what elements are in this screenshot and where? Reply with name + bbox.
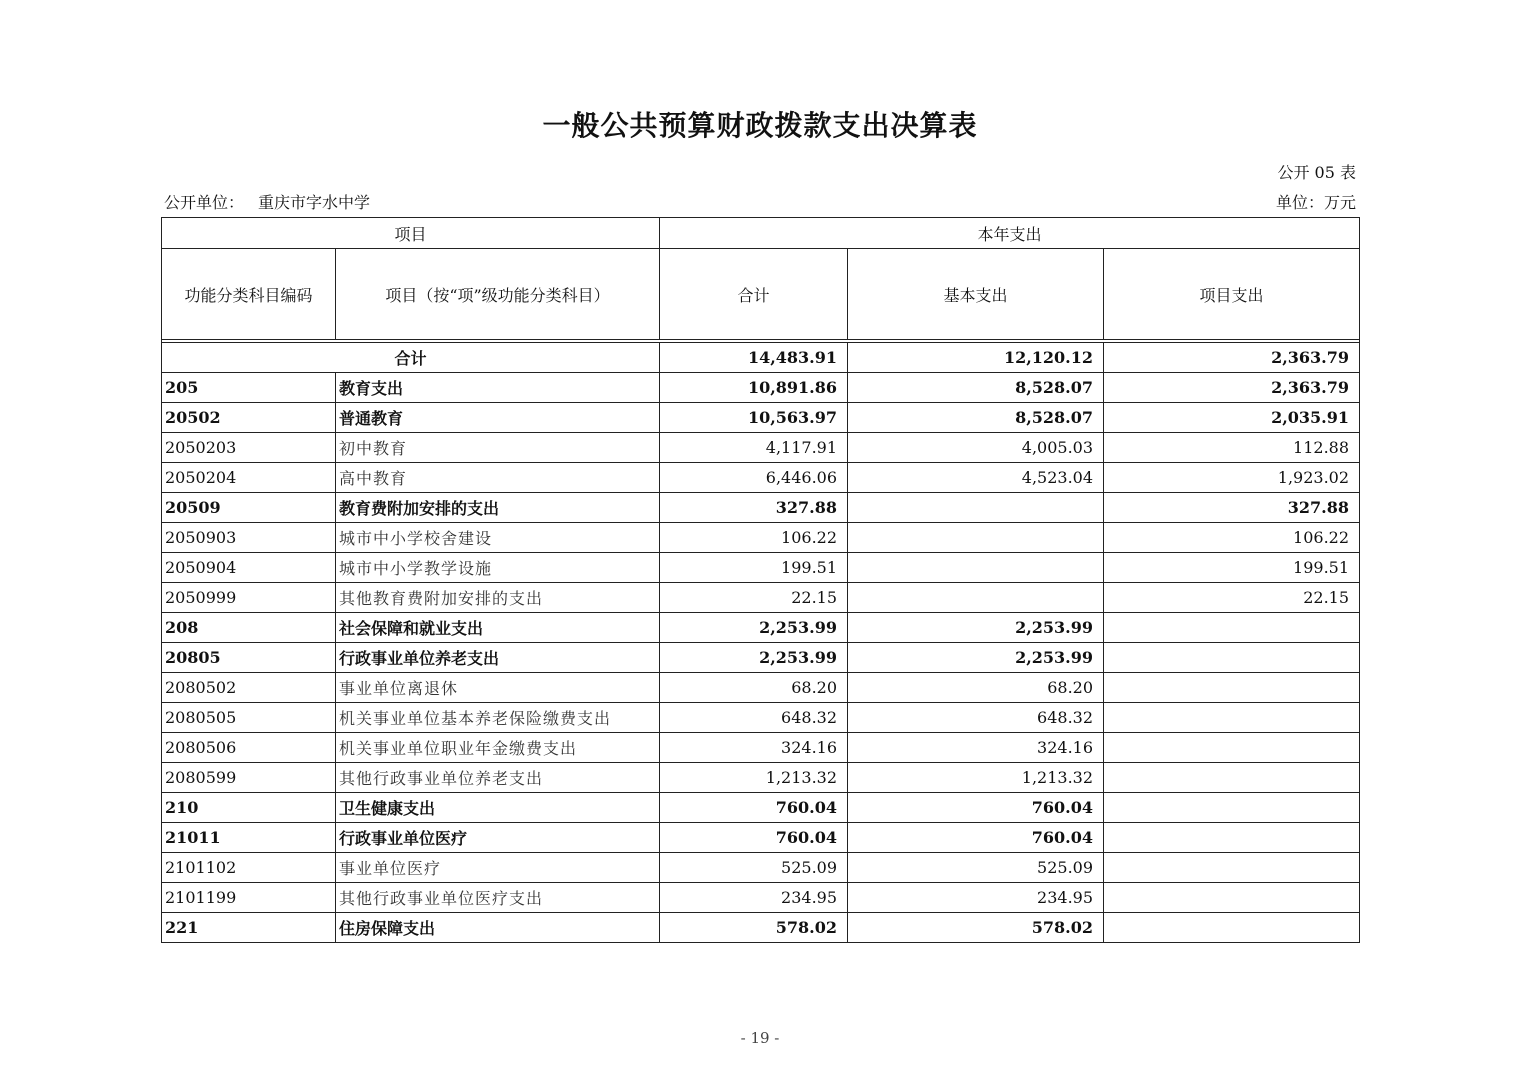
header-basic: 基本支出 (848, 249, 1104, 340)
row-project (1104, 613, 1360, 643)
row-code: 2080505 (162, 703, 336, 733)
row-total: 324.16 (660, 733, 848, 763)
row-code: 205 (162, 373, 336, 403)
row-name: 住房保障支出 (336, 913, 660, 943)
row-basic (848, 493, 1104, 523)
row-basic: 4,005.03 (848, 433, 1104, 463)
row-name: 教育费附加安排的支出 (336, 493, 660, 523)
row-project: 199.51 (1104, 553, 1360, 583)
table-row (162, 583, 1360, 613)
header-total: 合计 (660, 249, 848, 340)
row-total: 199.51 (660, 553, 848, 583)
table-header-row-2 (162, 249, 1360, 340)
row-project (1104, 643, 1360, 673)
total-label: 合计 (162, 343, 660, 373)
row-total: 4,117.91 (660, 433, 848, 463)
row-total: 760.04 (660, 823, 848, 853)
row-name: 高中教育 (336, 463, 660, 493)
row-code: 2080502 (162, 673, 336, 703)
row-total: 106.22 (660, 523, 848, 553)
row-code: 20502 (162, 403, 336, 433)
row-total: 648.32 (660, 703, 848, 733)
row-name: 社会保障和就业支出 (336, 613, 660, 643)
row-name: 城市中小学校舍建设 (336, 523, 660, 553)
table-row (162, 883, 1360, 913)
row-project (1104, 913, 1360, 943)
row-code: 21011 (162, 823, 336, 853)
row-project: 327.88 (1104, 493, 1360, 523)
row-code: 2050904 (162, 553, 336, 583)
row-basic: 1,213.32 (848, 763, 1104, 793)
header-code: 功能分类科目编码 (162, 249, 336, 340)
row-basic (848, 583, 1104, 613)
total-total: 14,483.91 (660, 343, 848, 373)
row-name: 其他教育费附加安排的支出 (336, 583, 660, 613)
row-code: 2050999 (162, 583, 336, 613)
table-row (162, 703, 1360, 733)
table-row (162, 823, 1360, 853)
row-total: 10,563.97 (660, 403, 848, 433)
total-project: 2,363.79 (1104, 343, 1360, 373)
row-basic: 8,528.07 (848, 403, 1104, 433)
row-name: 教育支出 (336, 373, 660, 403)
row-name: 行政事业单位养老支出 (336, 643, 660, 673)
row-project (1104, 793, 1360, 823)
row-code: 2050903 (162, 523, 336, 553)
row-basic: 8,528.07 (848, 373, 1104, 403)
table-row (162, 793, 1360, 823)
row-basic (848, 553, 1104, 583)
header-item: 项目 (162, 218, 660, 249)
row-basic: 648.32 (848, 703, 1104, 733)
row-basic: 68.20 (848, 673, 1104, 703)
table-row (162, 463, 1360, 493)
row-name: 普通教育 (336, 403, 660, 433)
row-name: 行政事业单位医疗 (336, 823, 660, 853)
row-project (1104, 823, 1360, 853)
row-total: 22.15 (660, 583, 848, 613)
row-total: 234.95 (660, 883, 848, 913)
row-name: 机关事业单位基本养老保险缴费支出 (336, 703, 660, 733)
row-project: 22.15 (1104, 583, 1360, 613)
row-total: 760.04 (660, 793, 848, 823)
table-row (162, 853, 1360, 883)
row-basic: 760.04 (848, 793, 1104, 823)
table-row (162, 613, 1360, 643)
row-project: 2,363.79 (1104, 373, 1360, 403)
row-total: 68.20 (660, 673, 848, 703)
page-title: 一般公共预算财政拨款支出决算表 (542, 109, 978, 142)
row-basic: 525.09 (848, 853, 1104, 883)
table-row (162, 553, 1360, 583)
currency-unit: 单位：万元 (1275, 193, 1356, 212)
row-project (1104, 853, 1360, 883)
table-row (162, 523, 1360, 553)
publishing-unit-label: 公开单位： (164, 193, 245, 212)
row-name: 其他行政事业单位医疗支出 (336, 883, 660, 913)
row-total: 2,253.99 (660, 613, 848, 643)
row-name: 机关事业单位职业年金缴费支出 (336, 733, 660, 763)
table-row (162, 373, 1360, 403)
total-row (162, 343, 1360, 373)
table-row (162, 433, 1360, 463)
row-code: 210 (162, 793, 336, 823)
row-code: 2050203 (162, 433, 336, 463)
publishing-unit (164, 190, 370, 213)
header-item-desc: 项目（按“项”级功能分类科目） (336, 249, 660, 340)
row-basic: 760.04 (848, 823, 1104, 853)
row-total: 10,891.86 (660, 373, 848, 403)
row-code: 208 (162, 613, 336, 643)
row-basic: 4,523.04 (848, 463, 1104, 493)
header-current-year: 本年支出 (660, 218, 1360, 249)
table-row (162, 673, 1360, 703)
row-total: 327.88 (660, 493, 848, 523)
table-row (162, 763, 1360, 793)
budget-table (161, 217, 1360, 943)
row-basic: 324.16 (848, 733, 1104, 763)
row-project (1104, 883, 1360, 913)
row-code: 2080506 (162, 733, 336, 763)
row-basic: 234.95 (848, 883, 1104, 913)
row-name: 其他行政事业单位养老支出 (336, 763, 660, 793)
row-basic: 2,253.99 (848, 613, 1104, 643)
row-code: 2050204 (162, 463, 336, 493)
publishing-unit-name: 重庆市字水中学 (258, 193, 371, 212)
row-project (1104, 703, 1360, 733)
row-name: 城市中小学教学设施 (336, 553, 660, 583)
total-basic: 12,120.12 (848, 343, 1104, 373)
row-code: 20509 (162, 493, 336, 523)
row-project (1104, 733, 1360, 763)
row-total: 6,446.06 (660, 463, 848, 493)
row-total: 1,213.32 (660, 763, 848, 793)
row-basic: 578.02 (848, 913, 1104, 943)
table-row (162, 643, 1360, 673)
row-code: 221 (162, 913, 336, 943)
page-number: - 19 - (740, 1029, 780, 1047)
row-project: 106.22 (1104, 523, 1360, 553)
row-name: 卫生健康支出 (336, 793, 660, 823)
row-project: 2,035.91 (1104, 403, 1360, 433)
row-name: 事业单位医疗 (336, 853, 660, 883)
table-header-row-1 (162, 218, 1360, 249)
row-project (1104, 673, 1360, 703)
row-total: 578.02 (660, 913, 848, 943)
header-project: 项目支出 (1104, 249, 1360, 340)
row-total: 525.09 (660, 853, 848, 883)
row-basic (848, 523, 1104, 553)
row-basic: 2,253.99 (848, 643, 1104, 673)
row-project: 1,923.02 (1104, 463, 1360, 493)
row-project (1104, 763, 1360, 793)
row-code: 2080599 (162, 763, 336, 793)
row-project: 112.88 (1104, 433, 1360, 463)
table-row (162, 403, 1360, 433)
row-code: 2101102 (162, 853, 336, 883)
row-code: 20805 (162, 643, 336, 673)
row-name: 事业单位离退休 (336, 673, 660, 703)
table-row (162, 493, 1360, 523)
row-code: 2101199 (162, 883, 336, 913)
form-number: 公开 05 表 (1277, 163, 1356, 182)
row-name: 初中教育 (336, 433, 660, 463)
row-total: 2,253.99 (660, 643, 848, 673)
table-row (162, 913, 1360, 943)
table-row (162, 733, 1360, 763)
